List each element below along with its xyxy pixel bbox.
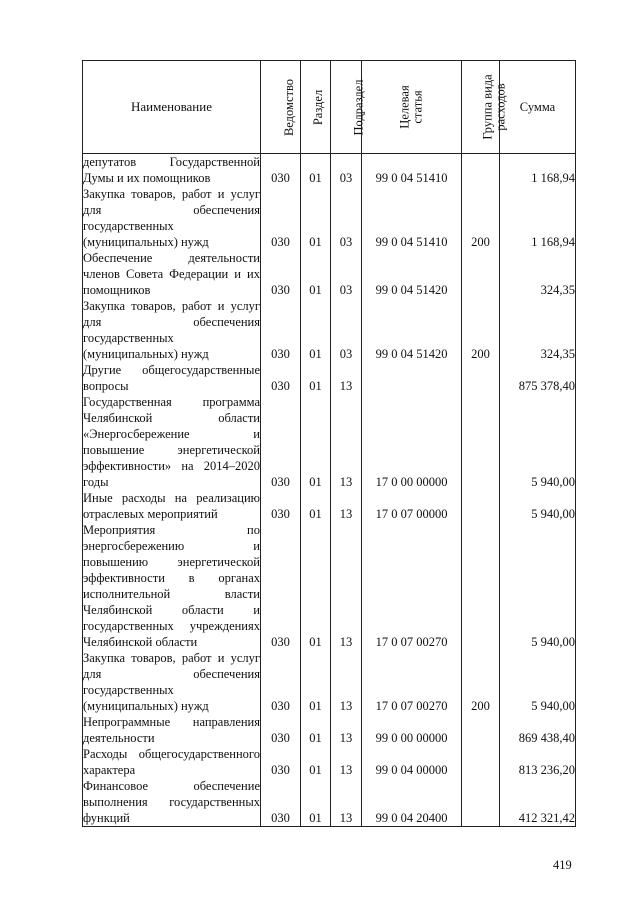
header-department: Ведомство: [261, 61, 301, 154]
row-subsection: 13: [331, 394, 362, 490]
table-row: [83, 746, 576, 778]
budget-table: [82, 60, 576, 827]
row-name: Закупка товаров, работ и услуг для обеспечения государственных (муниципальных) нужд: [83, 299, 260, 361]
table-row: [83, 522, 576, 650]
row-name: Иные расходы на реализацию отраслевых мероприятий: [83, 491, 260, 521]
row-section: 01: [301, 490, 331, 522]
row-department: 030: [261, 490, 301, 522]
header-sum: Сумма: [500, 61, 576, 154]
row-expense-group: [462, 746, 500, 778]
row-expense-group: [462, 490, 500, 522]
row-section: 01: [301, 362, 331, 394]
row-department: 030: [261, 522, 301, 650]
row-subsection: 13: [331, 362, 362, 394]
row-sum: 1 168,94: [500, 186, 576, 250]
row-subsection: 03: [331, 250, 362, 298]
table-header-row: [83, 61, 576, 154]
row-subsection: 03: [331, 298, 362, 362]
row-name: Обеспечение деятельности членов Совета Федерации и их помощников: [83, 251, 260, 297]
row-sum: 5 940,00: [500, 522, 576, 650]
row-name: Закупка товаров, работ и услуг для обеспечения государственных (муниципальных) нужд: [83, 651, 260, 713]
row-target-article: 99 0 04 51420: [362, 298, 462, 362]
row-target-article: 99 0 04 00000: [362, 746, 462, 778]
row-subsection: 03: [331, 154, 362, 187]
row-expense-group: 200: [462, 298, 500, 362]
row-expense-group: [462, 778, 500, 827]
header-target-article: Целевая статья: [362, 61, 462, 154]
row-subsection: 03: [331, 186, 362, 250]
row-target-article: 17 0 07 00270: [362, 650, 462, 714]
row-expense-group: [462, 154, 500, 187]
page-number: 419: [553, 858, 572, 872]
row-name: депутатов Государственной Думы и их помощников: [83, 155, 260, 185]
row-subsection: 13: [331, 714, 362, 746]
row-target-article: 99 0 04 51420: [362, 250, 462, 298]
row-expense-group: [462, 362, 500, 394]
row-sum: 869 438,40: [500, 714, 576, 746]
table-row: [83, 394, 576, 490]
table-row: [83, 650, 576, 714]
row-expense-group: [462, 250, 500, 298]
row-target-article: 99 0 04 51410: [362, 154, 462, 187]
table-row: [83, 186, 576, 250]
row-section: 01: [301, 154, 331, 187]
row-department: 030: [261, 778, 301, 827]
row-subsection: 13: [331, 522, 362, 650]
row-name: Другие общегосударственные вопросы: [83, 363, 260, 393]
table-row: [83, 298, 576, 362]
row-department: 030: [261, 250, 301, 298]
row-department: 030: [261, 154, 301, 187]
row-expense-group: [462, 394, 500, 490]
table-row: [83, 490, 576, 522]
row-name: Непрограммные направления деятельности: [83, 715, 260, 745]
header-section: Раздел: [301, 61, 331, 154]
row-name: Государственная программа Челябинской области «Энергосбережение и повышение энергетической эффективности» на 2014–2020 годы: [83, 395, 260, 489]
row-sum: 5 940,00: [500, 650, 576, 714]
row-name: Финансовое обеспечение выполнения государственных функций: [83, 779, 260, 825]
row-subsection: 13: [331, 650, 362, 714]
row-name: Мероприятия по энергосбережению и повышению энергетической эффективности в органах исполнительной власти Челябинской области и государственных учреждениях Челябинской области: [83, 523, 260, 649]
row-section: 01: [301, 298, 331, 362]
row-sum: 813 236,20: [500, 746, 576, 778]
row-section: 01: [301, 186, 331, 250]
row-department: 030: [261, 298, 301, 362]
row-expense-group: 200: [462, 186, 500, 250]
table-row: [83, 154, 576, 187]
row-section: 01: [301, 522, 331, 650]
row-target-article: 17 0 00 00000: [362, 394, 462, 490]
row-department: 030: [261, 714, 301, 746]
table-row: [83, 778, 576, 827]
header-expense-group: Группа вида расходов: [462, 61, 500, 154]
row-section: 01: [301, 746, 331, 778]
row-sum: 5 940,00: [500, 394, 576, 490]
row-department: 030: [261, 746, 301, 778]
row-section: 01: [301, 650, 331, 714]
row-sum: 324,35: [500, 298, 576, 362]
row-subsection: 13: [331, 746, 362, 778]
row-expense-group: 200: [462, 650, 500, 714]
row-sum: 412 321,42: [500, 778, 576, 827]
row-target-article: 17 0 07 00270: [362, 522, 462, 650]
table-row: [83, 250, 576, 298]
row-department: 030: [261, 394, 301, 490]
row-expense-group: [462, 714, 500, 746]
row-target-article: 17 0 07 00000: [362, 490, 462, 522]
row-section: 01: [301, 714, 331, 746]
row-target-article: 99 0 04 51410: [362, 186, 462, 250]
row-sum: 875 378,40: [500, 362, 576, 394]
row-department: 030: [261, 650, 301, 714]
header-subsection: Подраздел: [331, 61, 362, 154]
row-sum: 5 940,00: [500, 490, 576, 522]
row-name: Закупка товаров, работ и услуг для обеспечения государственных (муниципальных) нужд: [83, 187, 260, 249]
row-sum: 324,35: [500, 250, 576, 298]
row-target-article: 99 0 00 00000: [362, 714, 462, 746]
table-row: [83, 362, 576, 394]
row-department: 030: [261, 186, 301, 250]
row-sum: 1 168,94: [500, 154, 576, 187]
row-section: 01: [301, 394, 331, 490]
row-subsection: 13: [331, 778, 362, 827]
row-name: Расходы общегосударственного характера: [83, 747, 260, 777]
header-name: Наименование: [83, 61, 261, 154]
row-section: 01: [301, 778, 331, 827]
row-department: 030: [261, 362, 301, 394]
row-target-article: [362, 362, 462, 394]
row-subsection: 13: [331, 490, 362, 522]
table-row: [83, 714, 576, 746]
row-expense-group: [462, 522, 500, 650]
row-section: 01: [301, 250, 331, 298]
row-target-article: 99 0 04 20400: [362, 778, 462, 827]
